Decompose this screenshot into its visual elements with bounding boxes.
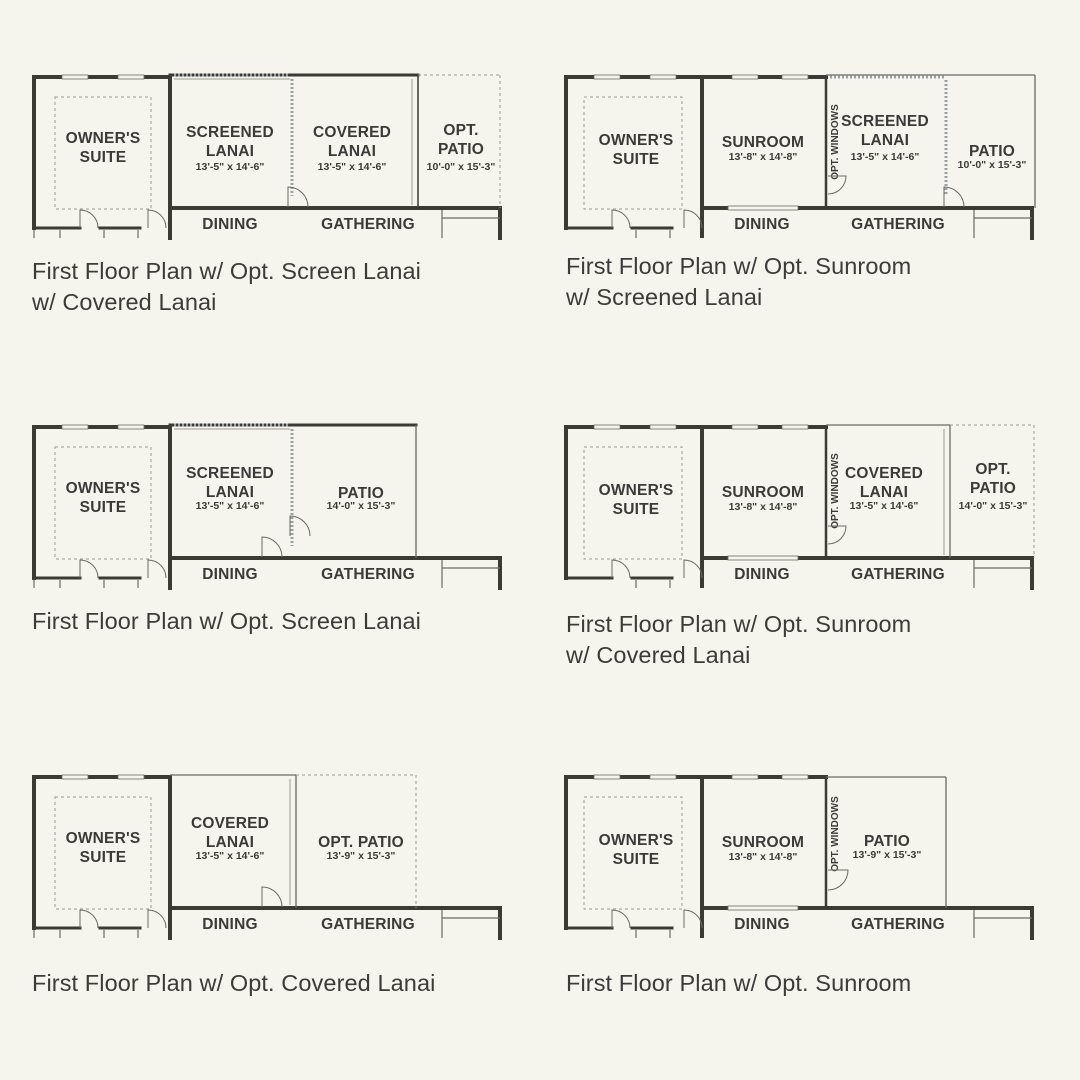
door-swing	[828, 870, 848, 890]
window	[732, 425, 758, 429]
room-label-dining	[734, 916, 789, 933]
room-label-owners-suite-line: OWNER'S	[598, 132, 674, 149]
room-label-patio-line: PATIO	[863, 833, 911, 850]
window	[650, 425, 676, 429]
room-label-owners-suite	[66, 130, 141, 166]
window	[782, 75, 808, 79]
room-dimension-line: 14'-0" x 15'-3"	[958, 500, 1028, 512]
plan-drawing	[532, 700, 1072, 950]
door-swing	[148, 910, 166, 928]
opt-windows-label	[830, 104, 841, 180]
room-label-sunroom	[722, 484, 804, 501]
room-label-screened-lanai	[186, 465, 274, 501]
room-dimension	[427, 161, 496, 173]
opt-windows-label-line: OPT. WINDOWS	[830, 796, 841, 872]
door-swing	[80, 210, 98, 228]
floor-plan-screen-covered	[0, 0, 540, 360]
room-label-opt-patio-line: OPT.	[975, 461, 1011, 478]
window	[62, 425, 88, 429]
floor-plan-screen	[0, 350, 540, 710]
room-dimension	[729, 501, 798, 513]
room-dimension-line: 13'-9" x 15'-3"	[852, 849, 922, 861]
room-dimension	[853, 849, 922, 861]
room-dimension	[959, 500, 1028, 512]
room-label-screened-lanai-line: SCREENED	[186, 124, 274, 141]
room-label-gathering-line: GATHERING	[321, 916, 415, 933]
room-label-gathering-line: GATHERING	[321, 216, 415, 233]
room-label-patio	[969, 143, 1015, 160]
room-dimension-line: 13'-8" x 14'-8"	[728, 851, 798, 863]
room-label-screened-lanai-line: SCREENED	[186, 465, 274, 482]
room-label-gathering	[851, 566, 945, 583]
room-label-owners-suite-line: OWNER'S	[598, 832, 674, 849]
room-label-owners-suite-line: SUITE	[79, 499, 127, 516]
opt-windows-label	[830, 453, 841, 529]
room-label-owners-suite	[66, 830, 141, 866]
room-label-owners-suite-line: SUITE	[79, 149, 127, 166]
window	[118, 425, 144, 429]
room-label-dining-line: DINING	[734, 566, 790, 583]
room-dimension-line: 13'-5" x 14'-6"	[850, 151, 920, 163]
room-label-screened-lanai-line: SCREENED	[841, 113, 929, 130]
room-label-owners-suite-line: OWNER'S	[598, 482, 674, 499]
room-dimension	[318, 161, 387, 173]
plan-drawing	[0, 350, 540, 600]
room-dimension	[196, 500, 265, 512]
caption-line: First Floor Plan w/ Opt. Screen Lanai	[32, 258, 421, 284]
room-label-patio-line: PATIO	[968, 143, 1016, 160]
room-label-sunroom	[722, 834, 804, 851]
room-label-covered-lanai	[191, 815, 269, 851]
room-label-gathering-line: GATHERING	[321, 566, 415, 583]
room-label-owners-suite-line: OWNER'S	[65, 480, 141, 497]
room-label-dining-line: DINING	[202, 916, 258, 933]
door-swing	[80, 910, 98, 928]
room-dimension-line: 13'-9" x 15'-3"	[326, 850, 396, 862]
room-dimension-line: 10'-0" x 15'-3"	[957, 159, 1027, 171]
room-dimension-line: 13'-5" x 14'-6"	[849, 500, 919, 512]
caption-line: w/ Screened Lanai	[566, 284, 763, 310]
caption-line: First Floor Plan w/ Opt. Sunroom	[566, 253, 912, 279]
door-swing	[612, 560, 630, 578]
room-dimension	[196, 161, 265, 173]
room-label-dining-line: DINING	[202, 566, 258, 583]
door-swing	[684, 210, 702, 228]
room-dimension	[958, 159, 1027, 171]
opt-windows-label-line: OPT. WINDOWS	[830, 453, 841, 529]
door-swing	[612, 910, 630, 928]
plan-caption	[566, 251, 911, 313]
room-label-gathering	[851, 216, 945, 233]
plan-drawing	[532, 0, 1072, 250]
room-label-gathering-line: GATHERING	[851, 216, 945, 233]
room-label-dining-line: DINING	[734, 216, 790, 233]
window	[732, 75, 758, 79]
room-label-gathering	[321, 916, 415, 933]
room-label-gathering	[851, 916, 945, 933]
room-label-covered-lanai	[313, 124, 391, 160]
door-swing	[684, 910, 702, 928]
room-dimension-line: 13'-8" x 14'-8"	[728, 151, 798, 163]
window	[650, 775, 676, 779]
room-label-owners-suite-line: SUITE	[612, 851, 660, 868]
room-label-screened-lanai-line: LANAI	[860, 132, 910, 149]
room-label-sunroom-line: SUNROOM	[721, 834, 805, 851]
caption-line: w/ Covered Lanai	[566, 642, 751, 668]
room-label-dining	[202, 916, 257, 933]
room-label-screened-lanai	[841, 113, 929, 149]
room-label-sunroom	[722, 134, 804, 151]
room-dimension	[851, 151, 920, 163]
window	[782, 425, 808, 429]
opt-windows-label-line: OPT. WINDOWS	[830, 104, 841, 180]
room-dimension-line: 13'-5" x 14'-6"	[195, 161, 265, 173]
window	[594, 75, 620, 79]
room-label-dining	[202, 566, 257, 583]
room-dimension-line: 14'-0" x 15'-3"	[326, 500, 396, 512]
room-label-opt-patio	[318, 834, 404, 851]
room-label-owners-suite-line: OWNER'S	[65, 830, 141, 847]
caption-line: w/ Covered Lanai	[32, 289, 217, 315]
window	[782, 775, 808, 779]
plan-caption	[566, 968, 911, 999]
room-label-dining	[734, 216, 789, 233]
room-dimension	[850, 500, 919, 512]
caption-line: First Floor Plan w/ Opt. Covered Lanai	[32, 970, 436, 996]
room-label-covered-lanai-line: COVERED	[190, 815, 270, 832]
window	[650, 75, 676, 79]
plan-drawing	[0, 0, 540, 250]
room-label-gathering	[321, 566, 415, 583]
room-label-owners-suite-line: SUITE	[79, 849, 127, 866]
window	[62, 75, 88, 79]
window	[728, 206, 798, 210]
room-label-covered-lanai-line: LANAI	[205, 834, 255, 851]
window	[732, 775, 758, 779]
door-swing	[288, 187, 308, 207]
room-label-screened-lanai	[186, 124, 274, 160]
room-label-dining	[202, 216, 257, 233]
room-dimension-line: 13'-8" x 14'-8"	[728, 501, 798, 513]
room-label-screened-lanai-line: LANAI	[205, 143, 255, 160]
room-label-sunroom-line: SUNROOM	[721, 484, 805, 501]
floor-plan-sunroom-screened	[532, 0, 1072, 360]
caption-line: First Floor Plan w/ Opt. Sunroom	[566, 970, 912, 996]
room-label-opt-patio-line: OPT.	[443, 122, 479, 139]
room-label-patio	[864, 833, 910, 850]
door-swing	[684, 560, 702, 578]
room-label-owners-suite-line: OWNER'S	[65, 130, 141, 147]
room-label-covered-lanai-line: COVERED	[844, 465, 924, 482]
room-label-dining	[734, 566, 789, 583]
room-dimension	[729, 851, 798, 863]
door-swing	[612, 210, 630, 228]
floor-plan-sunroom	[532, 700, 1072, 1060]
caption-line: First Floor Plan w/ Opt. Screen Lanai	[32, 608, 421, 634]
floor-plan-sunroom-covered	[532, 350, 1072, 710]
room-label-patio-line: PATIO	[337, 485, 385, 502]
room-dimension	[196, 850, 265, 862]
room-label-sunroom-line: SUNROOM	[721, 134, 805, 151]
window	[594, 775, 620, 779]
room-dimension	[327, 500, 396, 512]
room-dimension-line: 10'-0" x 15'-3"	[426, 161, 496, 173]
room-label-owners-suite	[66, 480, 141, 516]
window	[118, 775, 144, 779]
room-label-opt-patio	[438, 122, 484, 158]
room-label-covered-lanai-line: LANAI	[327, 143, 377, 160]
door-swing	[262, 537, 282, 557]
room-label-dining-line: DINING	[734, 916, 790, 933]
door-swing	[148, 560, 166, 578]
window	[728, 556, 798, 560]
room-label-opt-patio-line: OPT. PATIO	[318, 834, 404, 851]
room-label-opt-patio-line: PATIO	[969, 480, 1017, 497]
door-swing	[148, 210, 166, 228]
window	[118, 75, 144, 79]
room-label-owners-suite-line: SUITE	[612, 151, 660, 168]
room-dimension-line: 13'-5" x 14'-6"	[195, 850, 265, 862]
room-label-owners-suite	[599, 832, 674, 868]
plan-caption	[32, 968, 435, 999]
room-dimension	[729, 151, 798, 163]
caption-line: First Floor Plan w/ Opt. Sunroom	[566, 611, 912, 637]
opt-windows-label	[830, 796, 841, 872]
room-label-owners-suite	[599, 482, 674, 518]
room-label-gathering-line: GATHERING	[851, 916, 945, 933]
room-label-covered-lanai-line: LANAI	[859, 484, 909, 501]
floor-plan-covered	[0, 700, 540, 1060]
room-label-covered-lanai-line: COVERED	[312, 124, 392, 141]
plan-caption	[32, 256, 421, 318]
window	[62, 775, 88, 779]
room-label-opt-patio-line: PATIO	[437, 141, 485, 158]
room-dimension-line: 13'-5" x 14'-6"	[317, 161, 387, 173]
room-label-owners-suite-line: SUITE	[612, 501, 660, 518]
room-label-opt-patio	[970, 461, 1016, 497]
room-dimension	[327, 850, 396, 862]
room-label-owners-suite	[599, 132, 674, 168]
plan-caption	[566, 609, 911, 671]
room-label-covered-lanai	[845, 465, 923, 501]
plan-drawing	[0, 700, 540, 950]
door-swing	[262, 887, 282, 907]
room-label-gathering-line: GATHERING	[851, 566, 945, 583]
window	[728, 906, 798, 910]
room-dimension-line: 13'-5" x 14'-6"	[195, 500, 265, 512]
room-label-dining-line: DINING	[202, 216, 258, 233]
door-swing	[80, 560, 98, 578]
plan-drawing	[532, 350, 1072, 600]
room-label-gathering	[321, 216, 415, 233]
room-label-screened-lanai-line: LANAI	[205, 484, 255, 501]
plan-caption	[32, 606, 421, 637]
window	[594, 425, 620, 429]
